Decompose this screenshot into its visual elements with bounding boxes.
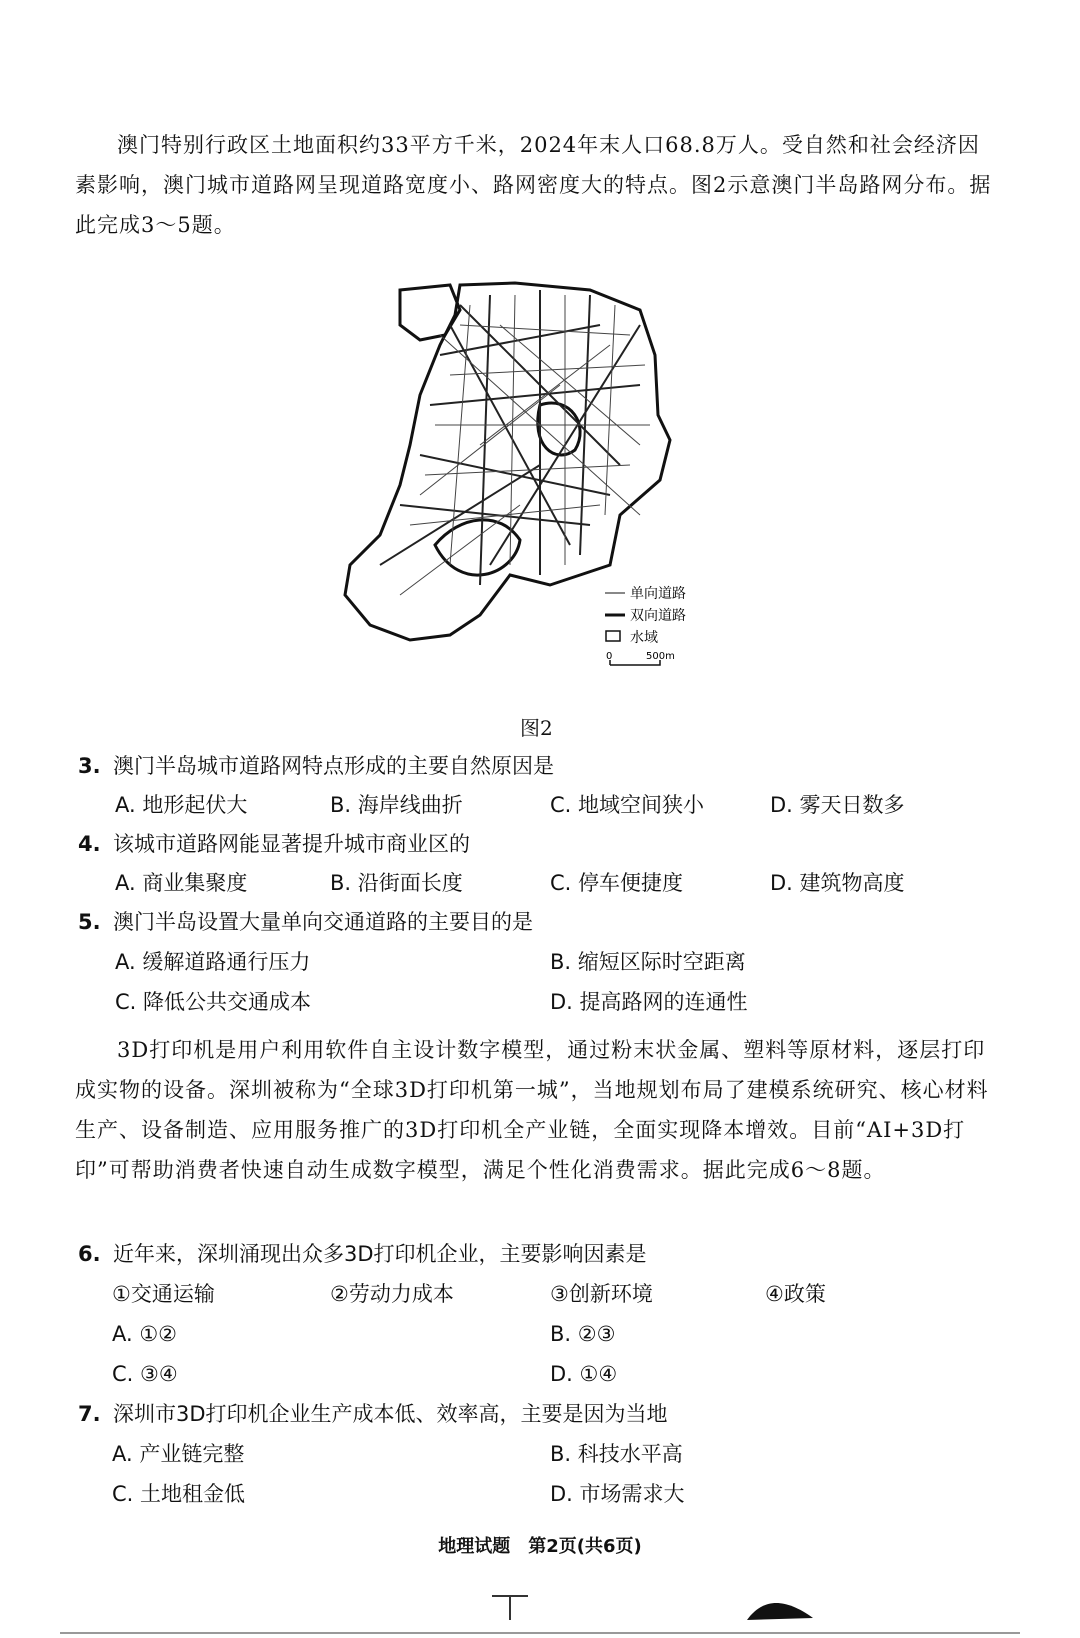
question-number: 3. — [78, 754, 101, 778]
option-6d: D. ①④ — [550, 1362, 618, 1386]
legend-water-box — [606, 631, 620, 641]
question-number: 6. — [78, 1242, 101, 1266]
scale-zero: 0 — [606, 651, 613, 662]
option-3c: C. 地域空间狭小 — [550, 793, 705, 817]
option-4b: B. 沿街面长度 — [330, 871, 463, 895]
option-5d: D. 提高路网的连通性 — [550, 990, 748, 1014]
question-text: 澳门半岛城市道路网特点形成的主要自然原因是 — [113, 754, 554, 778]
question-6 — [78, 1236, 647, 1272]
scale-distance: 500m — [646, 651, 675, 662]
option-4c: C. 停车便捷度 — [550, 871, 684, 895]
legend-oneway-label: 单向道路 — [630, 586, 686, 602]
question-text: 近年来，深圳涌现出众多3D打印机企业，主要影响因素是 — [113, 1242, 647, 1266]
question-text: 该城市道路网能显著提升城市商业区的 — [113, 832, 470, 856]
question-text: 澳门半岛设置大量单向交通道路的主要目的是 — [113, 910, 533, 934]
question-7 — [78, 1396, 668, 1432]
passage-macau: 澳门特别行政区土地面积约33平方千米，2024年末人口68.8万人。受自然和社会经济因素影响，澳门城市道路网呈现道路宽度小、路网密度大的特点。图2示意澳门半岛路网分布。据此完成3～5题。 — [75, 133, 992, 237]
question-4 — [78, 826, 470, 862]
question-3 — [78, 748, 554, 784]
factor-3: ③创新环境 — [550, 1282, 653, 1306]
option-5b: B. 缩短区际时空距离 — [550, 950, 746, 974]
peninsula-outline — [345, 283, 670, 640]
option-6b: B. ②③ — [550, 1322, 616, 1346]
water-lake-2 — [435, 520, 520, 575]
passage-3d-printing: 3D打印机是用户利用软件自主设计数字模型，通过粉末状金属、塑料等原材料，逐层打印成实物的设备。深圳被称为“全球3D打印机第一城”，当地规划布局了建模系统研究、核心材料生产、设备制造、应用服务推广的3D打印机全产业链，全面实现降本增效。目前“AI+3D打印”可帮助消费者快速自动生成数字模型，满足个性化消费需求。据此完成6～8题。 — [75, 1038, 989, 1182]
question-number: 5. — [78, 910, 101, 934]
option-3d: D. 雾天日数多 — [770, 793, 905, 817]
binding-mark-icon — [490, 1592, 530, 1622]
bottom-edge-line — [60, 1632, 1020, 1634]
option-7d: D. 市场需求大 — [550, 1482, 685, 1506]
legend-twoway-label: 双向道路 — [630, 608, 686, 624]
factor-2: ②劳动力成本 — [330, 1282, 454, 1306]
question-5 — [78, 904, 533, 940]
question-text: 深圳市3D打印机企业生产成本低、效率高，主要是因为当地 — [113, 1402, 668, 1426]
option-7b: B. 科技水平高 — [550, 1442, 683, 1466]
figure-caption: 图2 — [520, 716, 553, 740]
macau-road-map — [340, 265, 740, 705]
question-number: 7. — [78, 1402, 101, 1426]
legend-water-label: 水域 — [630, 630, 658, 646]
option-6c: C. ③④ — [112, 1362, 178, 1386]
option-3a: A. 地形起伏大 — [115, 793, 248, 817]
triangle-mark-icon — [745, 1592, 815, 1622]
factor-1: ①交通运输 — [112, 1282, 215, 1306]
option-4d: D. 建筑物高度 — [770, 871, 905, 895]
option-3b: B. 海岸线曲折 — [330, 793, 463, 817]
option-6a: A. ①② — [112, 1322, 177, 1346]
factor-4: ④政策 — [765, 1282, 826, 1306]
question-number: 4. — [78, 832, 101, 856]
reclaimed-block — [400, 285, 460, 340]
option-7a: A. 产业链完整 — [112, 1442, 245, 1466]
option-5c: C. 降低公共交通成本 — [115, 990, 312, 1014]
option-7c: C. 土地租金低 — [112, 1482, 246, 1506]
page-footer: 地理试题 第2页(共6页) — [438, 1536, 642, 1557]
option-5a: A. 缓解道路通行压力 — [115, 950, 311, 974]
option-4a: A. 商业集聚度 — [115, 871, 248, 895]
